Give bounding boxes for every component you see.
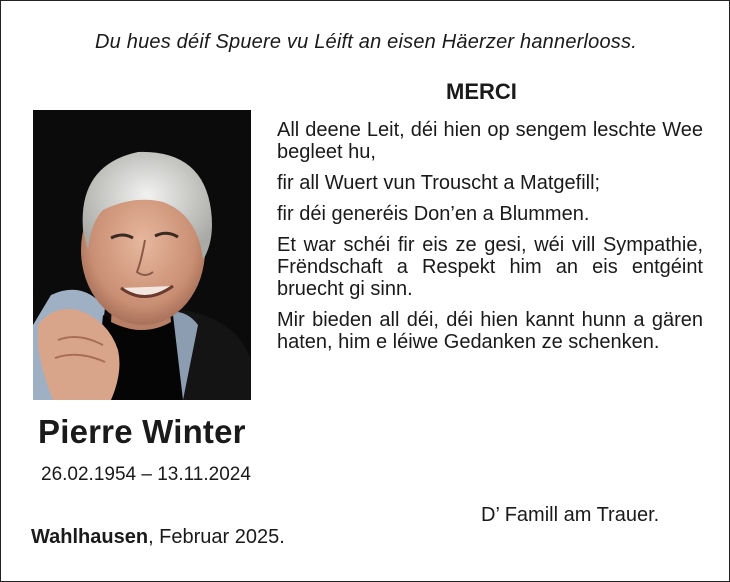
thanks-paragraph-1: All deene Leit, déi hien op sengem leschte Wee begleet hu, <box>277 119 703 163</box>
date-line: , Februar 2025. <box>148 526 285 548</box>
memorial-quote: Du hues déif Spuere vu Léift an eisen Häerzer hannerlooss. <box>95 31 637 53</box>
thanks-paragraph-5: Mir bieden all déi, déi hien kannt hunn a gären haten, him e léiwe Gedanken ze schenken. <box>277 309 703 353</box>
thanks-paragraph-2: fir all Wuert vun Trouscht a Matgefill; <box>277 172 601 194</box>
place-date-line <box>31 526 285 549</box>
portrait-illustration <box>33 110 251 400</box>
thanks-heading: MERCI <box>446 79 517 104</box>
place-name: Wahlhausen <box>31 526 149 548</box>
family-signature: D’ Famill am Trauer. <box>481 504 660 526</box>
portrait-photo <box>33 110 251 400</box>
thanks-paragraph-4: Et war schéi fir eis ze gesi, wéi vill Sympathie, Frëndschaft a Respekt him an eis entgéint bruecht gi sinn. <box>277 234 703 300</box>
deceased-name: Pierre Winter <box>38 413 246 450</box>
thanks-text <box>277 119 703 362</box>
life-dates: 26.02.1954 – 13.11.2024 <box>41 464 251 485</box>
thanks-paragraph-3: fir déi generéis Don’en a Blummen. <box>277 203 590 225</box>
